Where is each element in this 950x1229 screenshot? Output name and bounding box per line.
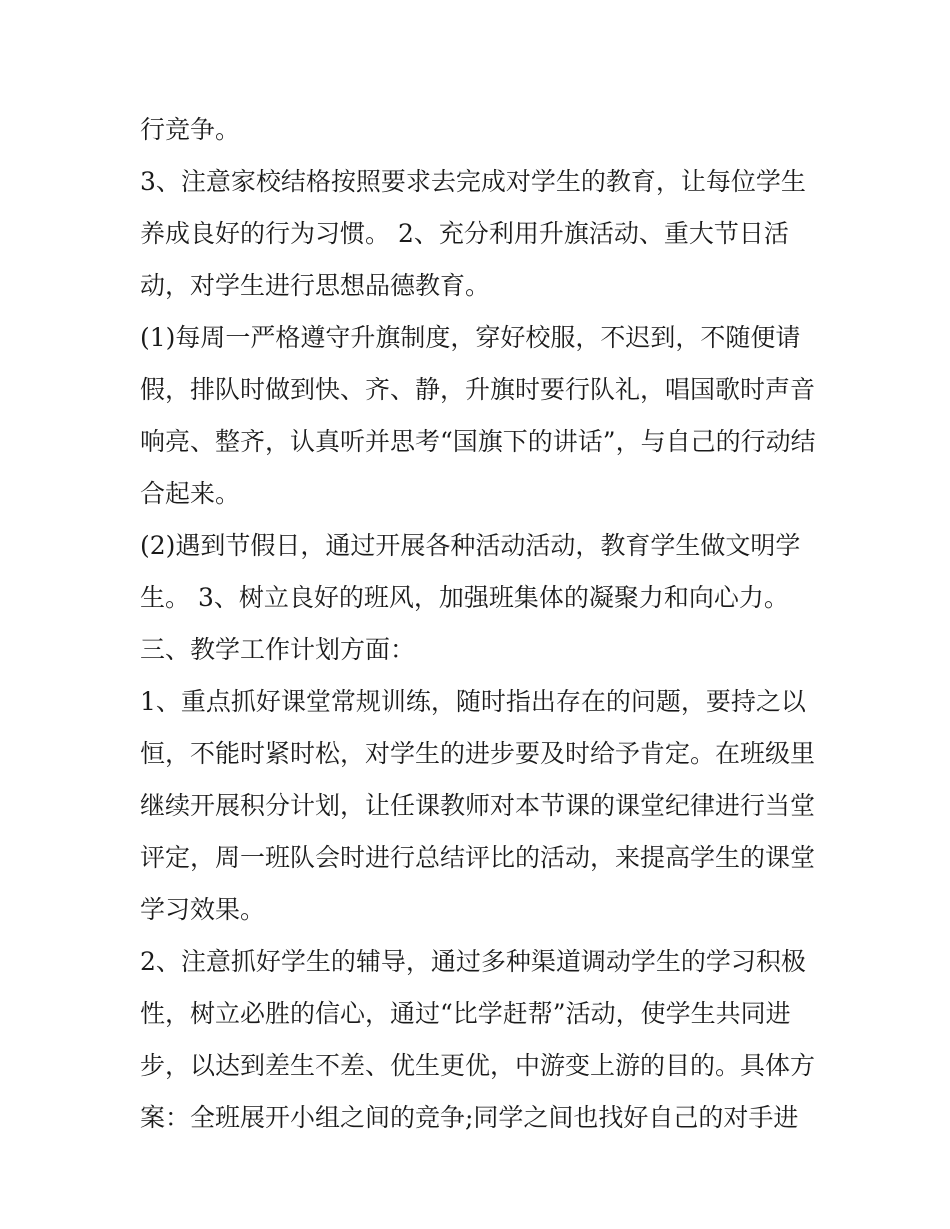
section-heading: 三、教学工作计划方面： <box>140 635 416 664</box>
text-line: (2)遇到节假日，通过开展各种活动活动，教育学生做文明学 <box>140 531 801 560</box>
text-line: 恒，不能时紧时松，对学生的进步要及时给予肯定。在班级里 <box>140 739 816 768</box>
text-line: 养成良好的行为习惯。 2、充分利用升旗活动、重大节日活 <box>140 219 789 248</box>
document-body <box>140 104 820 1144</box>
text-line: 合起来。 <box>140 479 241 508</box>
text-line: 案：全班展开小组之间的竞争;同学之间也找好自己的对手进 <box>140 1103 799 1132</box>
text-line: 评定，周一班队会时进行总结评比的活动，来提高学生的课堂 <box>140 843 816 872</box>
text-line: 行竞争。 <box>140 115 241 144</box>
text-line: 假，排队时做到快、齐、静，升旗时要行队礼，唱国歌时声音 <box>140 375 816 404</box>
text-line: 学习效果。 <box>140 895 266 924</box>
text-line: (1)每周一严格遵守升旗制度，穿好校服，不迟到，不随便请 <box>140 323 801 352</box>
text-line: 动，对学生进行思想品德教育。 <box>140 271 491 300</box>
text-line: 步，以达到差生不差、优生更优，中游变上游的目的。具体方 <box>140 1051 816 1080</box>
text-line: 3、注意家校结格按照要求去完成对学生的教育，让每位学生 <box>140 167 806 196</box>
text-line: 继续开展积分计划，让任课教师对本节课的课堂纪律进行当堂 <box>140 791 816 820</box>
text-line: 1、重点抓好课堂常规训练，随时指出存在的问题，要持之以 <box>140 687 806 716</box>
text-line: 2、注意抓好学生的辅导，通过多种渠道调动学生的学习积极 <box>140 947 806 976</box>
text-line: 生。 3、树立良好的班风，加强班集体的凝聚力和向心力。 <box>140 583 789 612</box>
text-line: 响亮、整齐，认真听并思考“国旗下的讲话”，与自己的行动结 <box>140 427 816 456</box>
text-line: 性，树立必胜的信心，通过“比学赶帮”活动，使学生共同进 <box>140 999 791 1028</box>
